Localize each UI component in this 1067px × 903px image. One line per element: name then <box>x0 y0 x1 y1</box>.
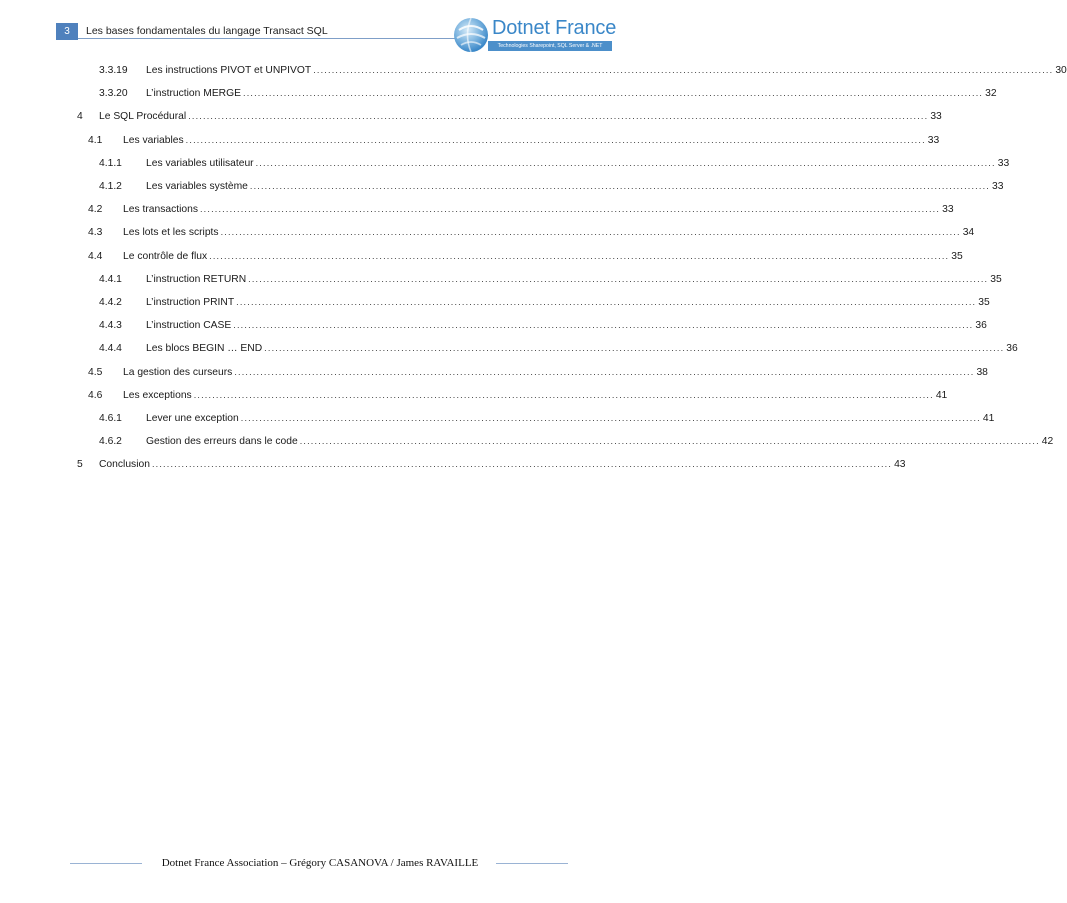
toc-entry-title: Conclusion <box>99 459 150 471</box>
toc-entry-title: Les blocs BEGIN … END <box>146 343 263 355</box>
toc-leader-dots: ........................................................................................................................................................................................................ <box>234 366 975 377</box>
toc-entry-page: 35 <box>990 273 1002 285</box>
toc-entry[interactable] <box>99 62 1067 78</box>
toc-entry-page: 43 <box>894 459 906 471</box>
toc-entry-page: 35 <box>951 250 963 262</box>
toc-entry-title: L’instruction MERGE <box>146 88 241 100</box>
toc-entry-number: 4.1.2 <box>99 181 122 192</box>
logo-brand-text: Dotnet France <box>492 17 617 39</box>
toc-entry-number: 5 <box>77 459 83 471</box>
toc-entry-title: L’instruction RETURN <box>146 273 247 285</box>
toc-entry[interactable] <box>99 410 995 426</box>
toc-entry-page: 41 <box>982 413 995 424</box>
toc-entry[interactable] <box>88 201 954 217</box>
footer-divider-right <box>496 863 568 864</box>
toc-entry-page: 33 <box>991 181 1004 192</box>
toc-leader-dots: ........................................................................................................................................................................................................ <box>220 227 961 238</box>
toc-entry[interactable] <box>99 433 1054 449</box>
toc-entry-page: 41 <box>935 389 948 401</box>
toc-leader-dots: ........................................................................................................................................................................................................ <box>248 273 989 284</box>
toc-leader-dots: ........................................................................................................................................................................................................ <box>236 297 977 307</box>
toc-entry[interactable] <box>99 271 1002 287</box>
toc-entry-page: 36 <box>975 320 987 332</box>
toc-leader-dots: ........................................................................................................................................................................................................ <box>299 436 1040 447</box>
toc-entry-number: 4.3 <box>88 227 103 239</box>
toc-entry-title: Les variables système <box>146 181 248 192</box>
toc-leader-dots: ........................................................................................................................................................................................................ <box>185 134 926 145</box>
toc-entry-title: Les variables utilisateur <box>146 157 254 169</box>
dotnet-france-logo <box>452 14 617 56</box>
toc-entry-number: 4.4.3 <box>99 320 122 332</box>
toc-entry-number: 4.5 <box>88 366 103 378</box>
toc-entry-number: 4.6.1 <box>99 413 122 424</box>
toc-leader-dots: ........................................................................................................................................................................................................ <box>233 320 974 331</box>
toc-leader-dots: ........................................................................................................................................................................................................ <box>240 413 981 423</box>
header-divider <box>78 38 473 39</box>
toc-entry-title: L’instruction CASE <box>146 320 232 332</box>
document-title: Les bases fondamentales du langage Transact SQL <box>86 25 328 37</box>
toc-entry-number: 4 <box>77 111 83 123</box>
toc-entry[interactable] <box>88 387 948 403</box>
toc-entry[interactable] <box>99 340 1018 356</box>
toc-entry-title: Les instructions PIVOT et UNPIVOT <box>146 65 312 76</box>
footer-divider-left <box>70 863 142 864</box>
toc-entry-number: 4.4.4 <box>99 343 122 355</box>
toc-entry-title: Les transactions <box>123 204 198 216</box>
toc-leader-dots: ........................................................................................................................................................................................................ <box>151 459 893 470</box>
toc-entry-title: La gestion des curseurs <box>123 366 233 378</box>
toc-entry-title: Le contrôle de flux <box>123 250 208 262</box>
toc-entry-title: Les lots et les scripts <box>123 227 219 239</box>
toc-entry-page: 36 <box>1006 343 1018 355</box>
toc-entry[interactable] <box>99 317 987 333</box>
toc-entry-page: 38 <box>976 366 988 378</box>
toc-entry[interactable] <box>99 294 990 310</box>
toc-leader-dots: ........................................................................................................................................................................................................ <box>255 157 996 168</box>
toc-entry-page: 35 <box>978 297 990 308</box>
toc-leader-dots: ........................................................................................................................................................................................................ <box>313 65 1054 75</box>
toc-entry-number: 4.4.2 <box>99 297 122 308</box>
toc-entry-number: 4.6.2 <box>99 436 122 448</box>
toc-entry[interactable] <box>77 456 906 472</box>
toc-entry-title: Les variables <box>123 134 184 146</box>
toc-entry-number: 4.6 <box>88 389 103 401</box>
globe-icon <box>452 16 490 54</box>
toc-entry-page: 32 <box>985 88 997 100</box>
toc-leader-dots: ........................................................................................................................................................................................................ <box>209 250 950 261</box>
toc-entry-page: 34 <box>962 227 975 239</box>
toc-entry-page: 33 <box>942 204 954 216</box>
toc-entry[interactable] <box>99 178 1004 194</box>
toc-entry-page: 42 <box>1041 436 1054 448</box>
toc-entry[interactable] <box>88 132 940 148</box>
toc-entry-title: Le SQL Procédural <box>99 111 187 123</box>
toc-leader-dots: ........................................................................................................................................................................................................ <box>243 88 984 99</box>
toc-entry-title: L’instruction PRINT <box>146 297 235 308</box>
toc-entry-page: 33 <box>930 111 942 123</box>
toc-entry-title: Gestion des erreurs dans le code <box>146 436 298 448</box>
toc-entry[interactable] <box>77 108 942 124</box>
page-header <box>0 0 638 60</box>
toc-leader-dots: ........................................................................................................................................................................................................ <box>199 204 941 215</box>
footer-credits: Dotnet France Association – Grégory CASANOVA / James RAVAILLE <box>161 857 479 869</box>
toc-leader-dots: ........................................................................................................................................................................................................ <box>188 111 929 122</box>
logo-tagline: Technologies Sharepoint, SQL Server & .NET <box>488 41 612 51</box>
toc-entry[interactable] <box>88 248 963 264</box>
page-footer <box>0 850 638 880</box>
toc-entry-title: Lever une exception <box>146 413 239 424</box>
toc-entry[interactable] <box>99 155 1010 171</box>
toc-entry-page: 33 <box>927 134 940 146</box>
toc-entry-number: 3.3.20 <box>99 88 128 100</box>
toc-entry-number: 4.2 <box>88 204 103 216</box>
toc-entry-number: 4.4 <box>88 250 103 262</box>
toc-entry[interactable] <box>99 85 997 101</box>
toc-leader-dots: ........................................................................................................................................................................................................ <box>249 181 990 191</box>
toc-entry[interactable] <box>88 364 988 380</box>
toc-entry-number: 4.1.1 <box>99 157 122 169</box>
toc-entry-page: 33 <box>997 157 1010 169</box>
toc-leader-dots: ........................................................................................................................................................................................................ <box>264 343 1005 354</box>
toc-entry-page: 30 <box>1055 65 1067 76</box>
toc-entry-number: 4.4.1 <box>99 273 122 285</box>
toc-entry-title: Les exceptions <box>123 389 192 401</box>
toc-entry[interactable] <box>88 224 975 240</box>
toc-leader-dots: ........................................................................................................................................................................................................ <box>193 389 934 400</box>
toc-entry-number: 3.3.19 <box>99 65 128 76</box>
toc-entry-number: 4.1 <box>88 134 103 146</box>
page-number: 3 <box>56 23 78 40</box>
